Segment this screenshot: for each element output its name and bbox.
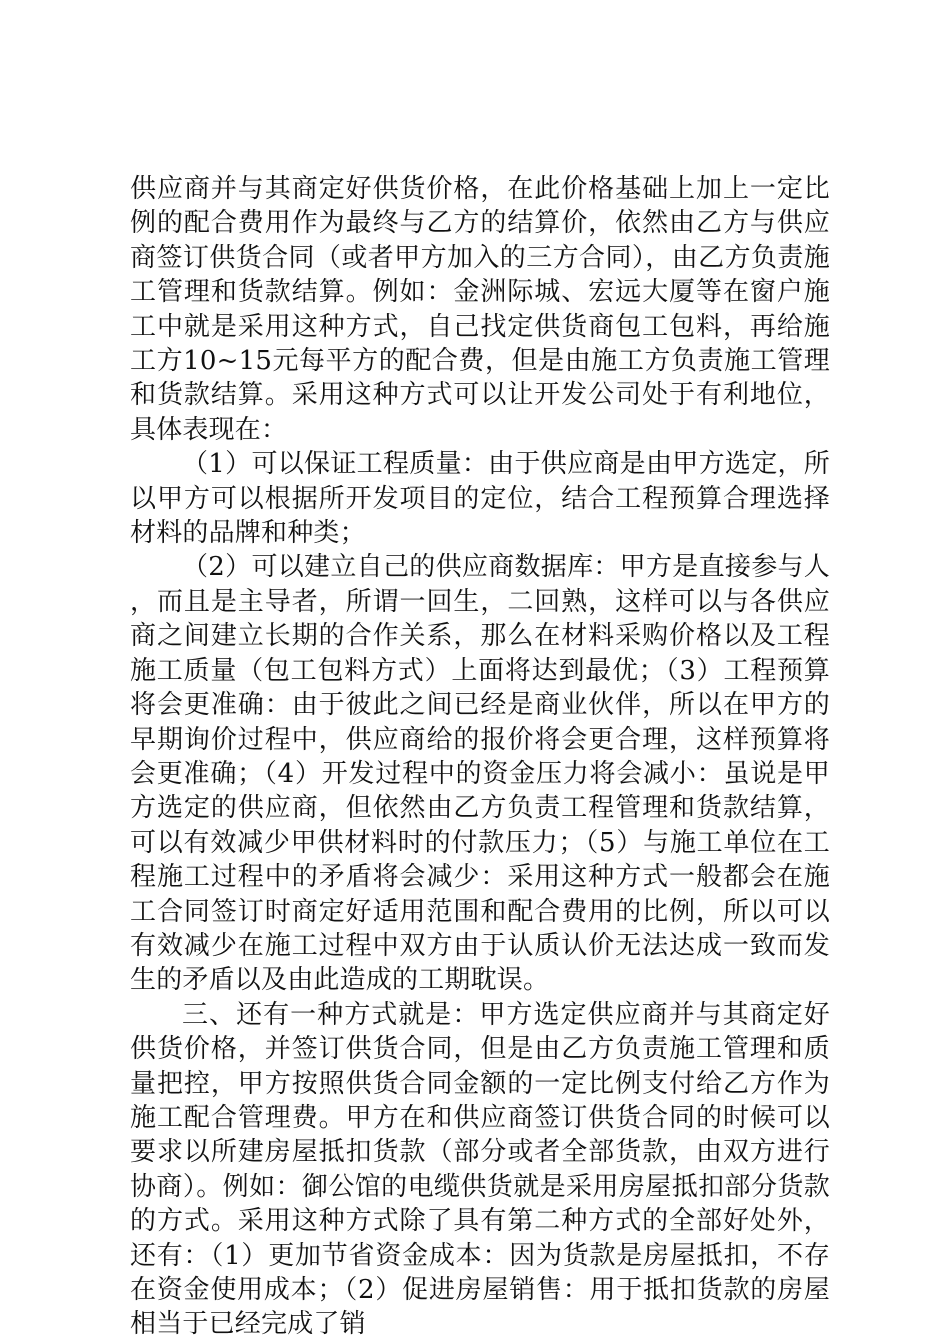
paragraph-1: 供应商并与其商定好供货价格，在此价格基础上加上一定比例的配合费用作为最终与乙方的结算价，依然由乙方与供应商签订供货合同（或者甲方加入的三方合同），由乙方负责施工管理和货款结算。例如：金洲际城、宏远大厦等在窗户施工中就是采用这种方式，自己找定供货商包工包料，再给施工方10~15元每平方的配合费，但是由施工方负责施工管理和货款结算。采用这种方式可以让开发公司处于有利地位，具体表现在： (130, 174, 830, 445)
body-text (130, 172, 830, 1342)
paragraph-2: （1）可以保证工程质量：由于供应商是由甲方选定，所以甲方可以根据所开发项目的定位，结合工程预算合理选择材料的品牌和种类； (130, 449, 830, 549)
paragraph-3: （2）可以建立自己的供应商数据库：甲方是直接参与人，而且是主导者，所谓一回生，二回熟，这样可以与各供应商之间建立长期的合作关系，那么在材料采购价格以及工程施工质量（包工包料方式）上面将达到最优；（3）工程预算将会更准确：由于彼此之间已经是商业伙伴，所以在甲方的早期询价过程中，供应商给的报价将会更合理，这样预算将会更准确；（4）开发过程中的资金压力将会减小：虽说是甲方选定的供应商，但依然由乙方负责工程管理和货款结算，可以有效减少甲供材料时的付款压力；（5）与施工单位在工程施工过程中的矛盾将会减少：采用这种方式一般都会在施工合同签订时商定好适用范围和配合费用的比例，所以可以有效减少在施工过程中双方由于认质认价无法达成一致而发生的矛盾以及由此造成的工期耽误。 (130, 552, 830, 996)
paragraph-4: 三、还有一种方式就是：甲方选定供应商并与其商定好供货价格，并签订供货合同，但是由乙方负责施工管理和质量把控，甲方按照供货合同金额的一定比例支付给乙方作为施工配合管理费。甲方在和供应商签订供货合同的时候可以要求以所建房屋抵扣货款（部分或者全部货款，由双方进行协商）。例如：御公馆的电缆供货就是采用房屋抵扣部分货款的方式。采用这种方式除了具有第二种方式的全部好处外，还有：（1）更加节省资金成本：因为货款是房屋抵扣，不存在资金使用成本；（2）促进房屋销售：用于抵扣货款的房屋相当于已经完成了销 (130, 999, 830, 1340)
